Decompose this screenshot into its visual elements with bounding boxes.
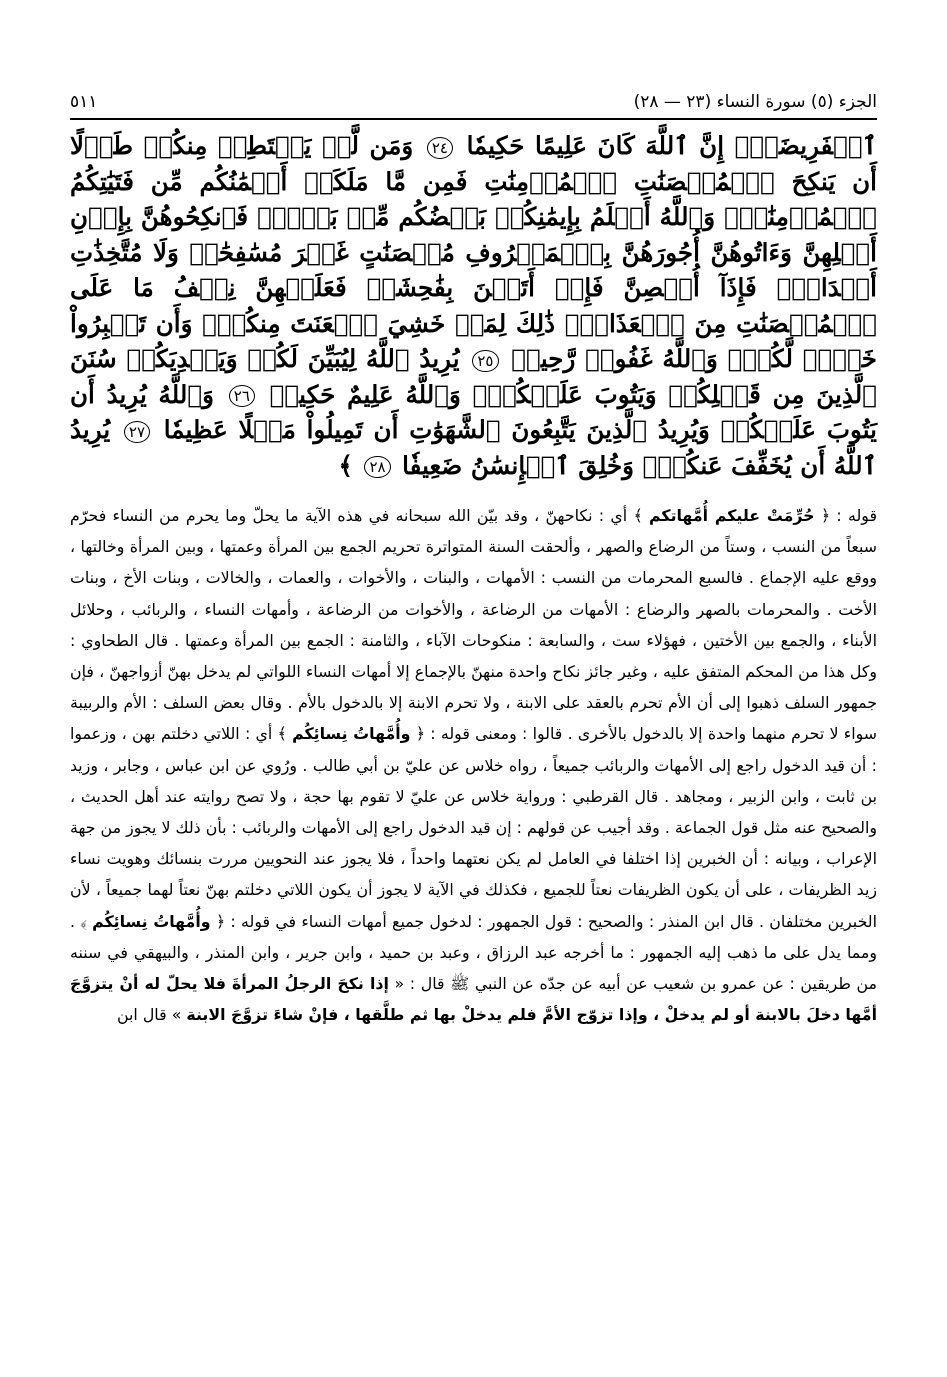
quoted-verse: وأُمَّهاتُ نِسائِكُم bbox=[92, 911, 211, 931]
commentary-segment: قوله : ﴿ bbox=[820, 506, 877, 525]
closing-bracket: ﴾ bbox=[338, 450, 353, 480]
commentary-segment: ﴾ أي : نكاحهنّ ، وقد بيّن الله سبحانه في هذه الآية ما يحلّ وما يحرم من النساء فحرّم سبعاً من النسب ، وستاً من الرضاع والصهر ، وألحقت السنة المتواترة تحريم الجمع بين المرأة وعمتها ، وبين المرأة وخالتها ، ووقع عليه الإجماع . فالسبع المحرمات من النسب : الأمهات ، والبنات ، والأخوات ، والعمات ، والخالات ، وبنات الأخ ، وبنات الأخت . والمحرمات بالصهر والرضاع : الأمهات من الرضاعة ، والأخوات من الرضاعة ، وأمهات النساء ، والربائب ، وحلائل الأبناء ، والجمع بين الأختين ، فهؤلاء ست ، والسابعة : منكوحات الآباء ، والثامنة : الجمع بين المرأة وعمتها . قال الطحاوي : وكل هذا من المحكم المتفق عليه ، وغير جائز نكاح واحدة منهنّ بالإجماع إلا أمهات النساء اللواتي لم يدخل بهنّ أزواجهنّ ، فإن جمهور السلف ذهبوا إلى أن الأم تحرم بالعقد على الابنة ، ولا تحرم الابنة إلا بالدخول بالأم . وقال بعض السلف : الأم والربيبة سواء لا تحرم منهما واحدة إلا بالدخول بالأخرى . قالوا : ومعنى قوله : ﴿ bbox=[70, 506, 877, 744]
page-header bbox=[70, 88, 877, 116]
ayah-number-marker: ٢٤ bbox=[427, 137, 453, 159]
ayah-number-marker: ٢٦ bbox=[229, 385, 255, 407]
page-number: ٥١١ bbox=[70, 92, 98, 112]
verse-text: يُرِيدُ ٱللَّهُ أَن يُخَفِّفَ عَنكُمۡۚ وَخُلِقَ ٱلۡإِنسَٰنُ ضَعِيفٗا bbox=[70, 415, 877, 480]
quoted-verse: وأُمَّهاتُ نِسائِكُم bbox=[292, 724, 411, 744]
verse-text: يُرِيدُ ٱللَّهُ لِيُبَيِّنَ لَكُمۡ وَيَهۡدِيَكُمۡ سُنَنَ ٱلَّذِينَ مِن قَبۡلِكُمۡ وَيَتُوبَ عَلَيۡكُمۡۗ وَٱللَّهُ عَلِيمٌ حَكِيمٞ bbox=[70, 344, 877, 409]
commentary-text bbox=[70, 500, 877, 1330]
commentary-segment: ﴾ أي : اللاتي دخلتم بهن ، وزعموا : أن قيد الدخول راجع إلى الأمهات والربائب جميعاً ، رواه خلاس عن عليّ بن أبي طالب . ورُوي عن ابن عباس ، وجابر ، وزيد بن ثابت ، وابن الزبير ، ومجاهد . قال القرطبي : ورواية خلاس عن عليّ لا تقوم بها حجة ، ولا تصح روايته عند أهل الحديث ، والصحيح عنه مثل قول الجماعة . وقد أجيب عن قولهم : إن قيد الدخول راجع إلى الأمهات والربائب : بأن ذلك لا يجوز من جهة الإعراب ، وبيانه : أن الخبرين إذا اختلفا في العامل لم يكن نعتهما واحداً ، فلا يجوز عند النحويين مررت بنسائك وهويت نساء زيد الظريفات ، على أن يكون الظريفات نعتاً للجميع ، فكذلك في الآية لا يجوز أن يكون اللاتي دخلتم بهنّ نعتاً لهما جميعاً ، لأن الخبرين مختلفان . قال ابن المنذر : والصحيح : قول الجمهور : لدخول جميع أمهات النساء في قوله : ﴿ bbox=[70, 724, 877, 931]
header-rule bbox=[70, 118, 877, 120]
ayah-number-marker: ٢٧ bbox=[124, 421, 150, 443]
verse-text: وَٱللَّهُ يُرِيدُ أَن يَتُوبَ عَلَيۡكُمۡ وَيُرِيدُ ٱلَّذِينَ يَتَّبِعُونَ ٱلشَّهَوَٰتِ أَن تَمِيلُواْ مَيۡلًا عَظِيمٗا bbox=[70, 379, 877, 444]
quran-text-block bbox=[70, 128, 877, 483]
quoted-verse: حُرِّمَتْ عليكم أُمَّهاتكم bbox=[649, 506, 815, 525]
ayah-number-marker: ٢٥ bbox=[472, 350, 498, 372]
commentary-segment: » قال ابن bbox=[117, 1005, 182, 1025]
running-title: الجزء (٥) سورة النساء (٢٣ — ٢٨) bbox=[633, 92, 877, 112]
ayah-number-marker: ٢٨ bbox=[364, 456, 390, 478]
commentary-segment: ﴾ . ومما يدل على ما ذهب إليه الجمهور : ما أخرجه عبد الرزاق ، وعبد بن حميد ، وابن جرير ، وابن المنذر ، والبيهقي في سننه من طريقين : عن عمرو بن شعيب عن أبيه عن جدّه عن النبي ﷺ قال : « bbox=[70, 911, 877, 994]
hadith-quote: إذا نكحَ الرجلُ المرأةَ فلا يحلّ له أنْ يتزوَّجَ أمَّها دخلَ بالابنة أو لم يدخلْ ، وإذا تزوّج الأمَّ فلم يدخلْ بها ثم طلَّقها ، فإنْ شاءَ تزوَّجَ الابنة bbox=[70, 974, 877, 1025]
verse-text: وَمَن لَّمۡ يَسۡتَطِعۡ مِنكُمۡ طَوۡلًا أَن يَنكِحَ ٱلۡمُحۡصَنَٰتِ ٱلۡمُؤۡمِنَٰتِ فَمِن مَّا مَلَكَتۡ أَيۡمَٰنُكُم مِّن فَتَيَٰتِكُمُ ٱلۡمُؤۡمِنَٰتِۚ وَٱللَّهُ أَعۡلَمُ بِإِيمَٰنِكُمۚ بَعۡضُكُم مِّنۢ بَعۡضٖۚ فَٱنكِحُوهُنَّ بِإِذۡنِ أَهۡلِهِنَّ وَءَاتُوهُنَّ أُجُورَهُنَّ بِٱلۡمَعۡرُوفِ مُحۡصَنَٰتٍ غَيۡرَ مُسَٰفِحَٰتٖ وَلَا مُتَّخِذَٰتِ أَخۡدَانٖۚ فَإِذَآ أُحۡصِنَّ فَإِنۡ أَتَيۡنَ بِفَٰحِشَةٖ فَعَلَيۡهِنَّ نِصۡفُ مَا عَلَى ٱلۡمُحۡصَنَٰتِ مِنَ ٱلۡعَذَابِۚ ذَٰلِكَ لِمَنۡ خَشِيَ ٱلۡعَنَتَ مِنكُمۡۚ وَأَن تَصۡبِرُواْ خَيۡرٞ لَّكُمۡۗ وَٱللَّهُ غَفُورٞ رَّحِيمٞ bbox=[70, 131, 878, 373]
verse-text: ٱلۡفَرِيضَةِۚ إِنَّ ٱللَّهَ كَانَ عَلِيمًا حَكِيمٗا bbox=[466, 131, 878, 160]
